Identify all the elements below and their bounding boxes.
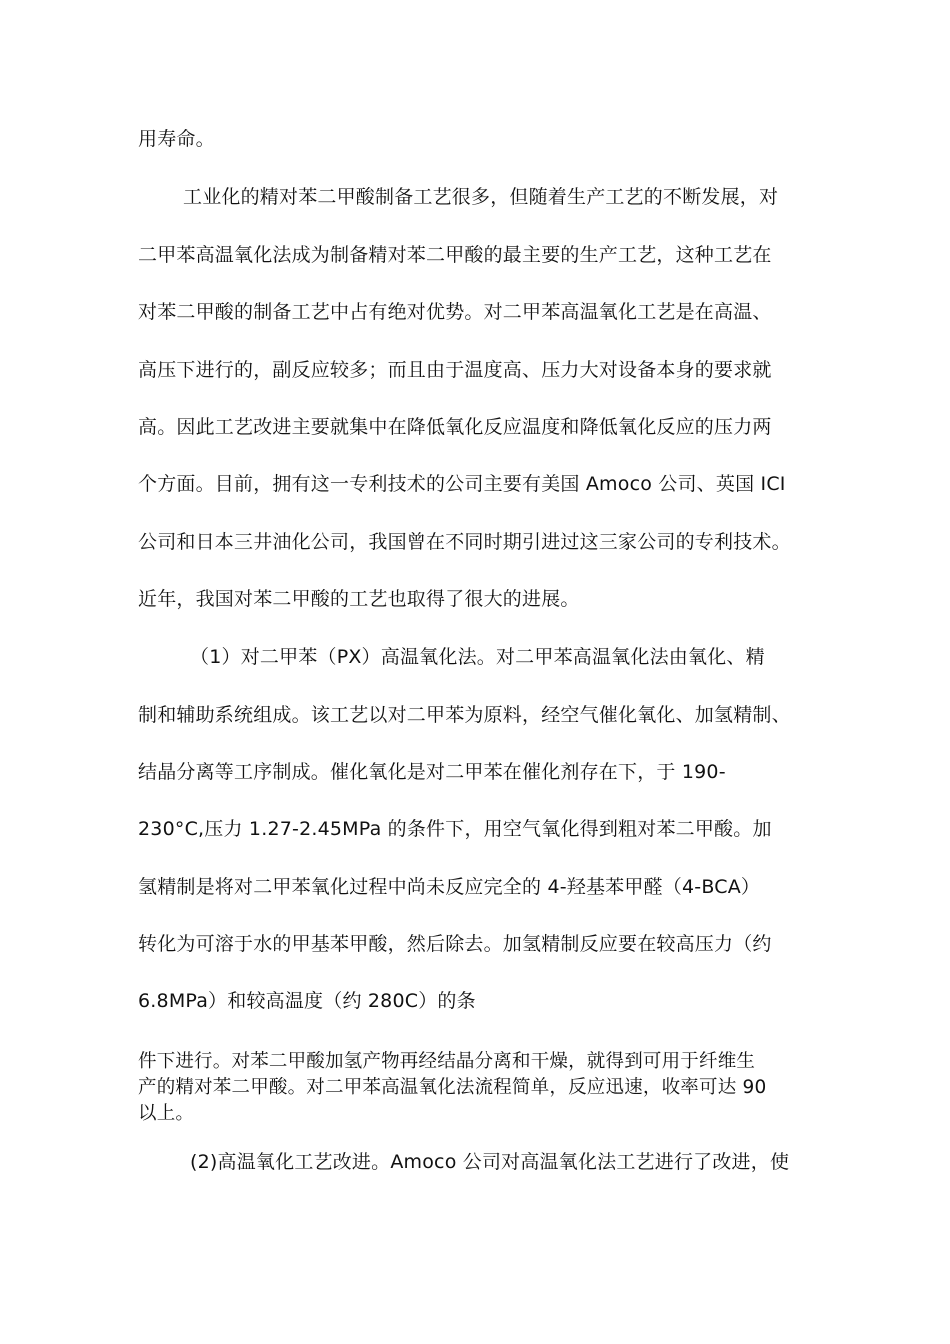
text-line-4: 对苯二甲酸的制备工艺中占有绝对优势。对二甲苯高温氧化工艺是在高温、 — [138, 301, 772, 323]
text-line-6: 高。因此工艺改进主要就集中在降低氧化反应温度和降低氧化反应的压力两 — [138, 416, 772, 438]
text-line-18: 产的精对苯二甲酸。对二甲苯高温氧化法流程简单，反应迅速，收率可达 90 — [138, 1077, 767, 1098]
text-line-11: 制和辅助系统组成。该工艺以对二甲苯为原料，经空气催化氧化、加氢精制、 — [138, 704, 791, 726]
text-line-16: 6.8MPa）和较高温度（约 280C）的条 — [138, 990, 476, 1012]
text-line-7: 个方面。目前，拥有这一专利技术的公司主要有美国 Amoco 公司、英国 ICI — [138, 473, 786, 495]
text-line-1: 用寿命。 — [138, 128, 215, 150]
text-line-2: 工业化的精对苯二甲酸制备工艺很多，但随着生产工艺的不断发展，对 — [183, 186, 779, 208]
text-line-3: 二甲苯高温氧化法成为制备精对苯二甲酸的最主要的生产工艺，这种工艺在 — [138, 244, 772, 266]
text-line-12: 结晶分离等工序制成。催化氧化是对二甲苯在催化剂存在下，于 190- — [138, 761, 726, 783]
text-line-13: 230°C,压力 1.27-2.45MPa 的条件下，用空气氧化得到粗对苯二甲酸。加 — [138, 818, 772, 840]
text-line-19: 以上。 — [138, 1103, 195, 1124]
text-line-8: 公司和日本三井油化公司，我国曾在不同时期引进过这三家公司的专利技术。 — [138, 531, 791, 553]
text-line-5: 高压下进行的，副反应较多；而且由于温度高、压力大对设备本身的要求就 — [138, 359, 772, 381]
text-line-20: (2)高温氧化工艺改进。Amoco 公司对高温氧化法工艺进行了改进，使 — [190, 1151, 790, 1173]
text-line-14: 氢精制是将对二甲苯氧化过程中尚未反应完全的 4-羟基苯甲醛（4-BCA） — [138, 876, 761, 898]
text-line-15: 转化为可溶于水的甲基苯甲酸，然后除去。加氢精制反应要在较高压力（约 — [138, 933, 772, 955]
text-line-10: （1）对二甲苯（PX）高温氧化法。对二甲苯高温氧化法由氧化、精 — [190, 646, 765, 668]
text-line-17: 件下进行。对苯二甲酸加氢产物再经结晶分离和干燥，就得到可用于纤维生 — [138, 1051, 756, 1072]
text-line-9: 近年，我国对苯二甲酸的工艺也取得了很大的进展。 — [138, 588, 580, 610]
